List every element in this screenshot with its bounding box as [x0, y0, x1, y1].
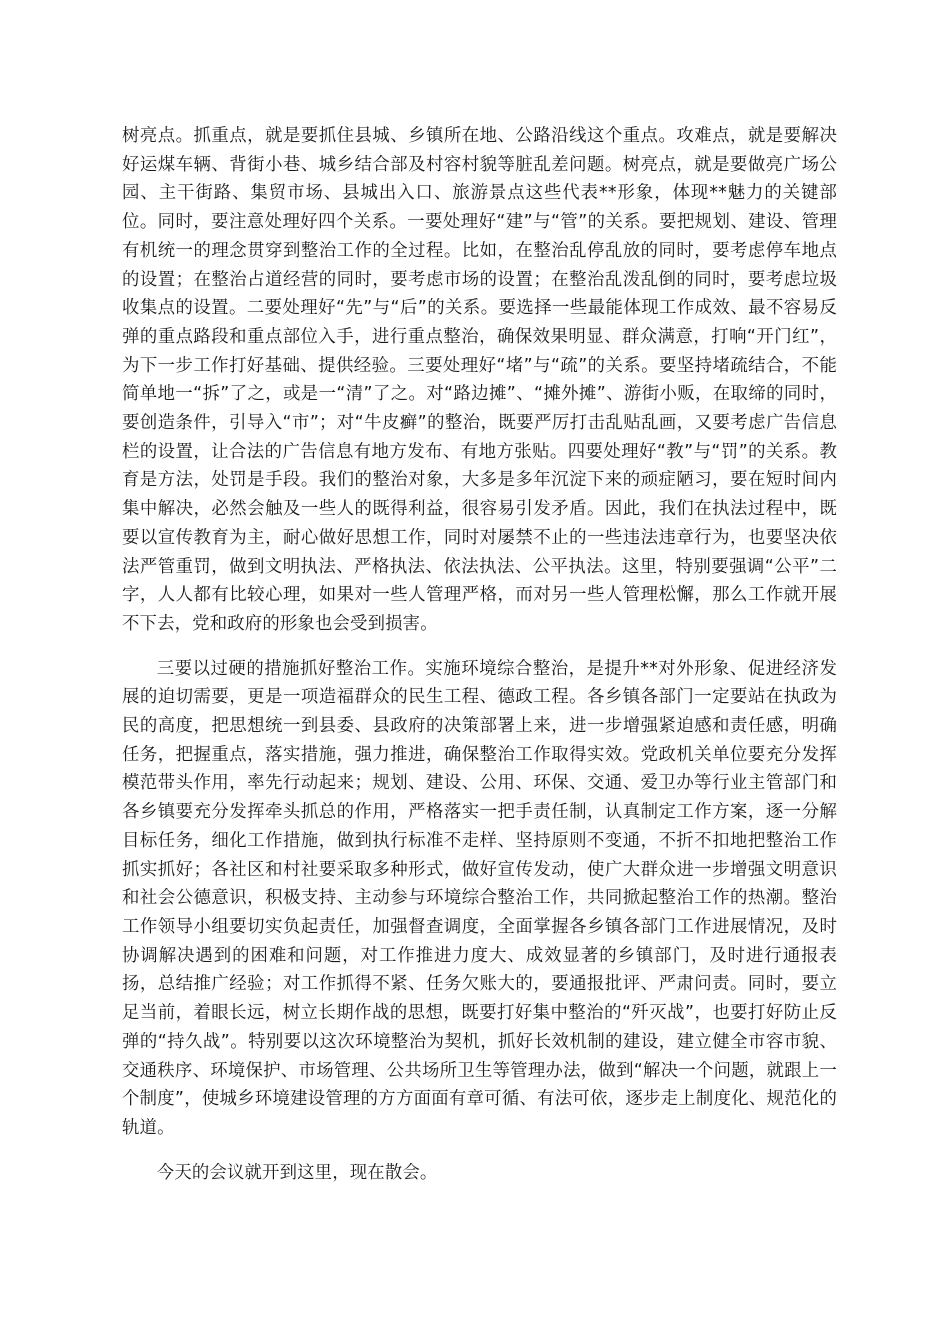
paragraph-gap — [122, 639, 837, 655]
paragraph-3-closing: 今天的会议就开到这里，现在散会。 — [156, 1162, 438, 1183]
paragraph-1: 树亮点。抓重点，就是要抓住县城、乡镇所在地、公路沿线这个重点。攻难点，就是要解决好运煤车辆、背街小巷、城乡结合部及村容村貌等脏乱差问题。树亮点，就是要做亮广场公园、主干街路、集贸市场、县城出入口、旅游景点这些代表**形象，体现**魅力的关键部位。同时，要注意处理好四个关系。一要处理好“建”与“管”的关系。要把规划、建设、管理有机统一的理念贯穿到整治工作的全过程。比如，在整治乱停乱放的同时，要考虑停车地点的设置；在整治占道经营的同时，要考虑市场的设置；在整治乱泼乱倒的同时，要考虑垃圾收集点的设置。二要处理好“先”与“后”的关系。要选择一些最能体现工作成效、最不容易反弹的重点路段和重点部位入手，进行重点整治，确保效果明显、群众满意，打响“开门红”，为下一步工作打好基础、提供经验。三要处理好“堵”与“疏”的关系。要坚持堵疏结合，不能简单地一“拆”了之，或是一“清”了之。对“路边摊”、“摊外摊”、游街小贩，在取缔的同时，要创造条件，引导入“市”；对“牛皮癣”的整治，既要严厉打击乱贴乱画，又要考虑广告信息栏的设置，让合法的广告信息有地方发布、有地方张贴。四要处理好“教”与“罚”的关系。教育是方法，处罚是手段。我们的整治对象，大多是多年沉淀下来的顽症陋习，要在短时间内集中解决，必然会触及一些人的既得利益，很容易引发矛盾。因此，我们在执法过程中，既要以宣传教育为主，耐心做好思想工作，同时对屡禁不止的一些违法违章行为，也要坚决依法严管重罚，做到文明执法、严格执法、依法执法、公平执法。这里，特别要强调“公平”二字，人人都有比较心理，如果对一些人管理严格，而对另一些人管理松懈，那么工作就开展不下去，党和政府的形象也会受到损害。 — [122, 126, 837, 634]
paragraph-2: 三要以过硬的措施抓好整治工作。实施环境综合整治，是提升**对外形象、促进经济发展的迫切需要，更是一项造福群众的民生工程、德政工程。各乡镇各部门一定要站在执政为民的高度，把思想统一到县委、县政府的决策部署上来，进一步增强紧迫感和责任感，明确任务，把握重点，落实措施，强力推进，确保整治工作取得实效。党政机关单位要充分发挥模范带头作用，率先行动起来；规划、建设、公用、环保、交通、爱卫办等行业主管部门和各乡镇要充分发挥牵头抓总的作用，严格落实一把手责任制，认真制定工作方案，逐一分解目标任务，细化工作措施，做到执行标准不走样、坚持原则不变通，不折不扣地把整治工作抓实抓好；各社区和村社要采取多种形式，做好宣传发动，使广大群众进一步增强文明意识和社会公德意识，积极支持、主动参与环境综合整治工作，共同掀起整治工作的热潮。整治工作领导小组要切实负起责任，加强督查调度，全面掌握各乡镇各部门工作进展情况，及时协调解决遇到的困难和问题，对工作推进力度大、成效显著的乡镇部门，及时进行通报表扬，总结推广经验；对工作抓得不紧、任务欠账大的，要通报批评、严肃问责。同时，要立足当前，着眼长远，树立长期作战的思想，既要打好集中整治的“歼灭战”，也要打好防止反弹的“持久战”。特别要以这次环境整治为契机，抓好长效机制的建设，建立健全市容市貌、交通秩序、环境保护、市场管理、公共场所卫生等管理办法，做到“解决一个问题，就跟上一个制度”，使城乡环境建设管理的方方面面有章可循、有法可依，逐步走上制度化、规范化的轨道。 — [122, 658, 837, 1138]
paragraph-gap — [122, 1143, 837, 1159]
document-body — [122, 122, 837, 1187]
